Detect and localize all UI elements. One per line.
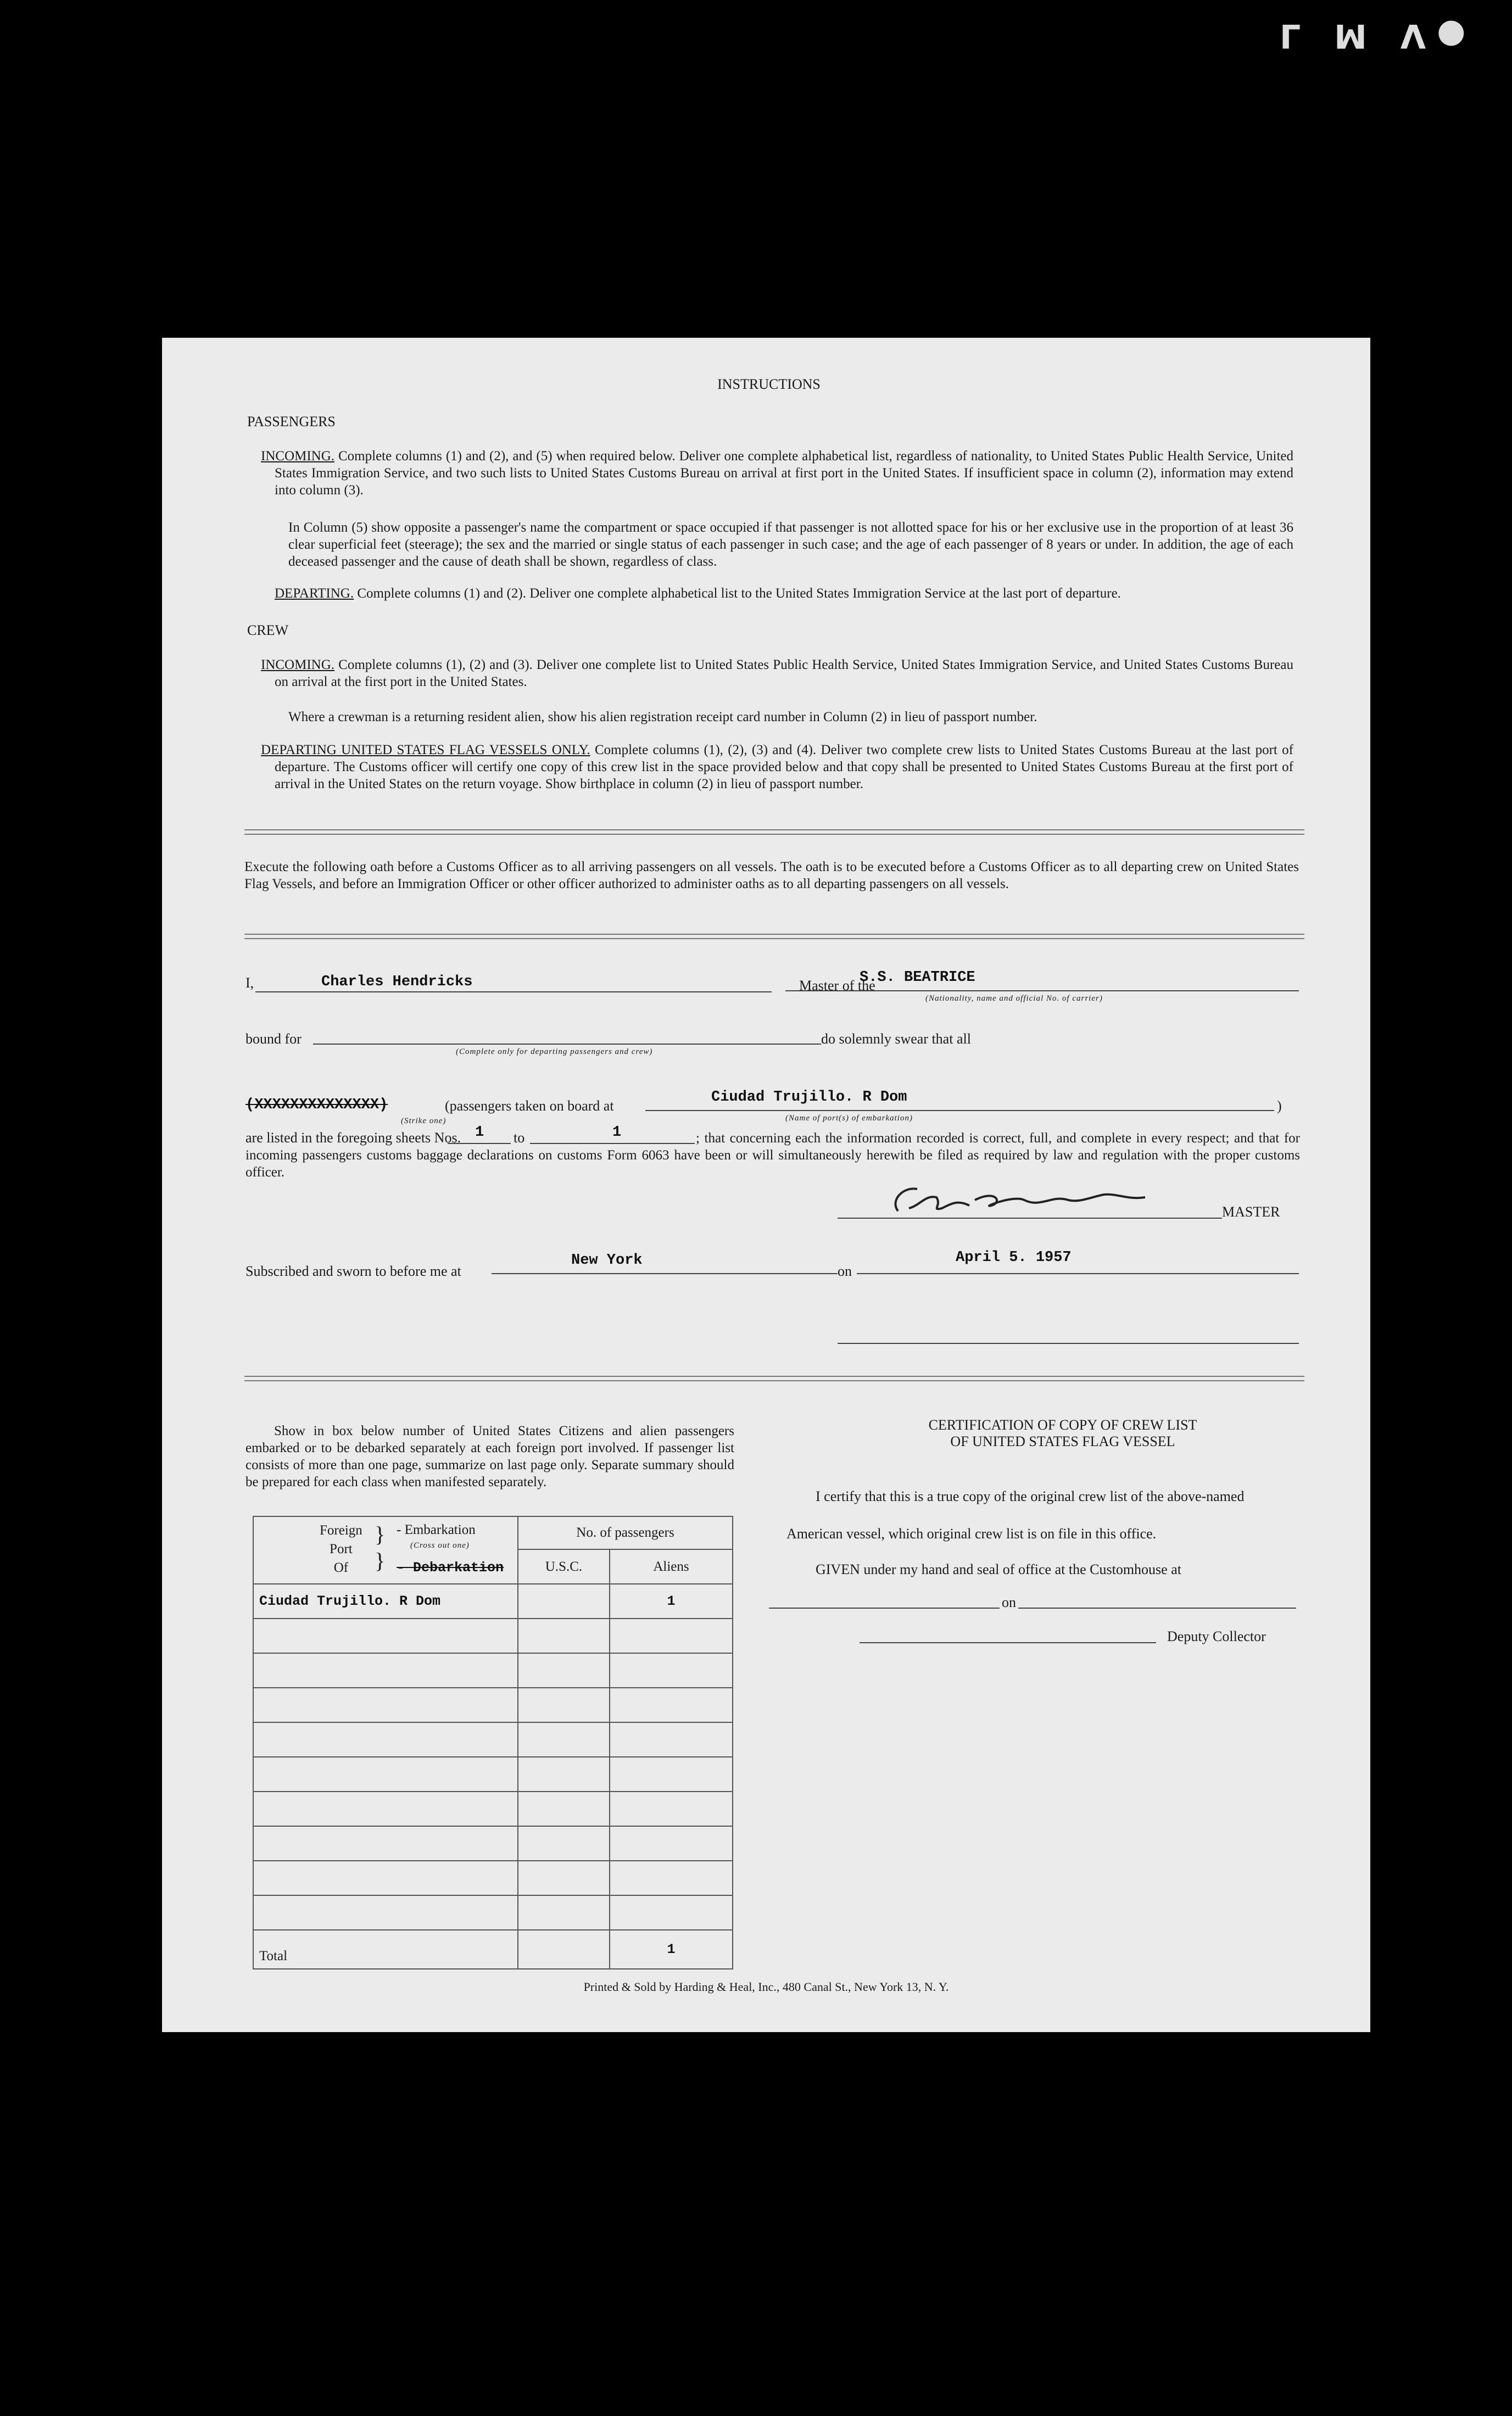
master-name: Charles Hendricks — [321, 974, 473, 990]
summary-usc-cell — [518, 1861, 610, 1895]
summary-row — [253, 1653, 733, 1688]
passengers-departing-text: Complete columns (1) and (2). Deliver one complete alphabetical list to the United States Immigration Service at the last port of departure. — [357, 586, 1121, 601]
passengers-column5-paragraph: In Column (5) show opposite a passenger's name the compartment or space occupied if that passenger is not allotted space for his or her exclusive use in the proportion of at least 36 clear superficial feet (steerage); the sex and the married or single status of each passenger in such case; and the age of each passenger of 8 years or under. In addition, the age of each deceased passenger and the cause of death shall be shown, regardless of class. — [288, 520, 1293, 569]
summary-aliens-cell — [610, 1826, 733, 1861]
master-label: MASTER — [1222, 1204, 1280, 1220]
summary-aliens-cell — [610, 1895, 733, 1930]
summary-row — [253, 1861, 733, 1895]
summary-port-cell — [253, 1895, 518, 1930]
page-title: INSTRUCTIONS — [717, 376, 821, 392]
summary-row — [253, 1895, 733, 1930]
port-line — [645, 1110, 1274, 1111]
summary-row — [253, 1584, 733, 1619]
divider — [244, 829, 1304, 835]
bound-for-line — [313, 1044, 821, 1045]
swear-label: do solemnly swear that all — [821, 1031, 971, 1047]
summary-aliens-cell: 1 — [610, 1584, 733, 1619]
summary-aliens-cell — [610, 1688, 733, 1722]
total-usc-cell — [518, 1930, 610, 1969]
crew-incoming-label: INCOMING. — [261, 657, 335, 672]
form-page — [162, 338, 1370, 2032]
foreign-port-of — [320, 1521, 362, 1577]
sworn-place-line — [492, 1273, 838, 1274]
embarkation-option: - Embarkation — [397, 1522, 476, 1537]
deputy-collector-label: Deputy Collector — [1167, 1628, 1266, 1644]
master-name-line — [255, 991, 772, 992]
summary-row — [253, 1757, 733, 1792]
aliens-header: Aliens — [610, 1549, 733, 1584]
summary-instructions: Show in box below number of United States Citizens and alien passengers embarked or to be debarked separately at each foreign port involved. If passenger list consists of more than one page, summarize on last page only. Separate summary should be prepared for each class when manifested separately. — [246, 1424, 734, 1489]
certification-title — [843, 1417, 1282, 1450]
summary-port-cell — [253, 1619, 518, 1653]
to-label: to — [514, 1130, 525, 1146]
vessel-name: S.S. BEATRICE — [860, 969, 975, 986]
printer-imprint: Printed & Sold by Harding & Heal, Inc., 480 Canal St., New York 13, N. Y. — [583, 1980, 949, 1994]
bound-for-label: bound for — [246, 1031, 302, 1047]
officer-signature-line — [838, 1343, 1299, 1344]
total-aliens-cell: 1 — [610, 1930, 733, 1969]
summary-usc-cell — [518, 1792, 610, 1826]
certification-on-label: on — [1000, 1594, 1018, 1611]
master-signature — [887, 1178, 1162, 1227]
deputy-signature-line — [860, 1642, 1156, 1643]
summary-port-cell — [253, 1757, 518, 1792]
summary-usc-cell — [518, 1757, 610, 1792]
subscribed-label: Subscribed and sworn to before me at — [246, 1263, 461, 1279]
summary-usc-cell — [518, 1895, 610, 1930]
summary-port-cell — [253, 1688, 518, 1722]
vessel-caption: (Nationality, name and official No. of carrier) — [925, 994, 1103, 1003]
oath-intro: Execute the following oath before a Customs Officer as to all arriving passengers on all vessels. The oath is to be executed before a Customs Officer as to all departing crew on United States Flag Vessels, and before an Immigration Officer or other officer authorized to administer oaths as to all departing passengers on all vessels. — [244, 860, 1299, 891]
summary-port-cell — [253, 1653, 518, 1688]
sheet-to: 1 — [612, 1124, 622, 1141]
usc-header: U.S.C. — [518, 1549, 610, 1584]
foreign-word: Foreign — [320, 1523, 362, 1538]
section-crew-heading: CREW — [247, 622, 289, 638]
summary-port-cell — [253, 1861, 518, 1895]
port-word: Port — [330, 1542, 353, 1556]
strike-one-field: (XXXXXXXXXXXXXX) — [246, 1097, 388, 1113]
summary-port-cell — [253, 1792, 518, 1826]
taken-on-board-label: (passengers taken on board at — [445, 1098, 614, 1114]
passengers-incoming-label: INCOMING. — [261, 449, 335, 464]
summary-aliens-cell — [610, 1757, 733, 1792]
summary-total-row — [253, 1930, 733, 1969]
of-word: Of — [333, 1560, 349, 1575]
vessel-line — [785, 990, 1299, 991]
passengers-incoming-paragraph — [261, 448, 1294, 499]
crew-incoming-paragraph — [261, 656, 1293, 690]
total-label: Total — [253, 1930, 518, 1969]
sheet-from: 1 — [475, 1124, 484, 1141]
divider — [244, 1376, 1304, 1381]
sworn-date: April 5. 1957 — [956, 1249, 1072, 1266]
certification-oath-text: ; that concerning each the information recorded is correct, full, and complete in every respect; and that for incoming passengers customs baggage declarations on customs Form 6063 have been or will simultaneously herewith be filed as required by law and regulation with the proper customs officer. — [246, 1131, 1300, 1180]
summary-port-cell — [253, 1722, 518, 1757]
summary-row — [253, 1688, 733, 1722]
certification-title-line2: OF UNITED STATES FLAG VESSEL — [950, 1433, 1175, 1449]
master-signature-line — [838, 1218, 1222, 1219]
certification-title-line1: CERTIFICATION OF COPY OF CREW LIST — [928, 1417, 1197, 1433]
sworn-date-line — [857, 1273, 1299, 1274]
close-paren: ) — [1277, 1098, 1282, 1114]
debarkation-option: - Debarkation — [397, 1560, 504, 1576]
summary-port-cell — [253, 1826, 518, 1861]
summary-row — [253, 1826, 733, 1861]
embarkation-port: Ciudad Trujillo. R Dom — [711, 1089, 907, 1106]
bound-for-caption: (Complete only for departing passengers and crew) — [456, 1047, 653, 1056]
passenger-summary-table — [253, 1516, 733, 1969]
summary-usc-cell — [518, 1826, 610, 1861]
sworn-place: New York — [571, 1252, 643, 1269]
cross-out-caption: (Cross out one) — [410, 1541, 470, 1550]
certify-line2: American vessel, which original crew list is on file in this office. — [786, 1526, 1157, 1542]
summary-aliens-cell — [610, 1792, 733, 1826]
certify-line1: I certify that this is a true copy of the original crew list of the above-named — [816, 1488, 1245, 1504]
crew-departing-paragraph — [261, 741, 1293, 793]
summary-aliens-cell — [610, 1861, 733, 1895]
port-header-cell — [253, 1516, 518, 1584]
summary-aliens-cell — [610, 1653, 733, 1688]
brace-icon: } } — [375, 1522, 386, 1573]
passengers-departing-paragraph — [275, 585, 1293, 602]
summary-row — [253, 1722, 733, 1757]
master-of-label: Master of the — [799, 978, 875, 994]
oath-i-label: I, — [246, 975, 254, 991]
crew-departing-text: Complete columns (1), (2), (3) and (4). Deliver two complete crew lists to United States Customs Bureau at the last port of departure. The Customs officer will certify one copy of this crew list in the space provided below and that copy shall be presented to United States Customs Bureau at the first port of arrival in the United States on the return voyage. Show birthplace in column (2) in lieu of passport number. — [275, 743, 1293, 791]
summary-usc-cell — [518, 1584, 610, 1619]
summary-usc-cell — [518, 1722, 610, 1757]
sheets-label: are listed in the foregoing sheets Nos. — [246, 1130, 461, 1146]
film-corner-marks: L M V● — [1280, 16, 1477, 55]
section-passengers-heading: PASSENGERS — [247, 414, 336, 429]
port-caption: (Name of port(s) of embarkation) — [785, 1114, 913, 1123]
summary-usc-cell — [518, 1653, 610, 1688]
summary-port-cell: Ciudad Trujillo. R Dom — [253, 1584, 518, 1619]
strike-caption: (Strike one) — [401, 1117, 447, 1125]
summary-header-row — [253, 1516, 733, 1549]
summary-aliens-cell — [610, 1722, 733, 1757]
sworn-on-label: on — [838, 1263, 852, 1279]
summary-usc-cell — [518, 1688, 610, 1722]
no-of-passengers-header: No. of passengers — [518, 1516, 733, 1549]
summary-aliens-cell — [610, 1619, 733, 1653]
crew-departing-label: DEPARTING UNITED STATES FLAG VESSELS ONLY. — [261, 743, 590, 757]
passengers-departing-label: DEPARTING. — [275, 586, 354, 601]
crew-incoming-text: Complete columns (1), (2) and (3). Deliver one complete list to United States Public Health Service, United States Immigration Service, and United States Customs Bureau on arrival at the first port in the United States. — [275, 657, 1293, 689]
summary-usc-cell — [518, 1619, 610, 1653]
divider — [244, 934, 1304, 939]
given-text: GIVEN under my hand and seal of office at the Customhouse at — [816, 1561, 1181, 1577]
summary-row — [253, 1792, 733, 1826]
summary-row — [253, 1619, 733, 1653]
passengers-incoming-text: Complete columns (1) and (2), and (5) when required below. Deliver one complete alphabetical list, regardless of nationality, to United States Public Health Service, United States Immigration Service, and two such lists to United States Customs Bureau on arrival at first port in the United States. If insufficient space in column (2), information may extend into column (3). — [275, 449, 1294, 498]
customhouse-line — [769, 1608, 1296, 1609]
crew-resident-paragraph: Where a crewman is a returning resident alien, show his alien registration receipt card number in Column (2) in lieu of passport number. — [288, 710, 1037, 724]
